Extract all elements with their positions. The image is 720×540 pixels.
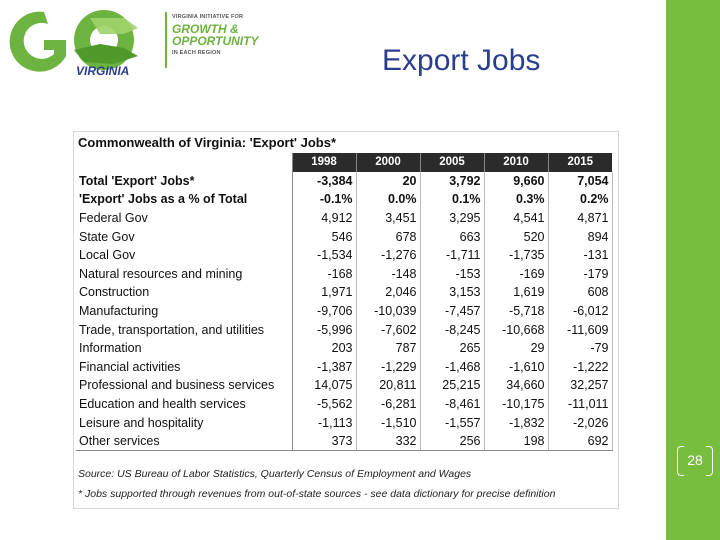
- row-value: -1,113: [292, 413, 356, 432]
- row-label: Leisure and hospitality: [76, 413, 292, 432]
- row-value: 0.1%: [420, 190, 484, 209]
- row-value: -5,718: [484, 302, 548, 321]
- table-title: Commonwealth of Virginia: 'Export' Jobs*: [78, 135, 337, 150]
- row-value: 894: [548, 227, 612, 246]
- logo-tagline-growth: GROWTH &: [172, 22, 239, 36]
- row-label: Trade, transportation, and utilities: [76, 320, 292, 339]
- row-value: -3,384: [292, 172, 356, 191]
- row-value: 373: [292, 432, 356, 451]
- row-value: -2,026: [548, 413, 612, 432]
- page-bracket-left: [677, 446, 684, 476]
- row-value: -1,534: [292, 246, 356, 265]
- row-value: 32,257: [548, 376, 612, 395]
- row-value: 14,075: [292, 376, 356, 395]
- row-value: 4,541: [484, 209, 548, 228]
- row-value: 608: [548, 283, 612, 302]
- row-value: 198: [484, 432, 548, 451]
- row-value: 3,153: [420, 283, 484, 302]
- column-header: 2015: [548, 153, 612, 172]
- table-row: [76, 302, 612, 321]
- row-value: -79: [548, 339, 612, 358]
- table-row: [76, 190, 612, 209]
- table-row: [76, 172, 612, 191]
- row-value: -131: [548, 246, 612, 265]
- footnote: * Jobs supported through revenues from out-of-state sources - see data dictionary for precise definition: [78, 488, 556, 500]
- row-value: 3,792: [420, 172, 484, 191]
- row-value: 546: [292, 227, 356, 246]
- logo-tagline-opportunity: OPPORTUNITY: [172, 34, 259, 48]
- row-value: 3,451: [356, 209, 420, 228]
- page-bracket-right: [706, 446, 713, 476]
- row-value: -10,668: [484, 320, 548, 339]
- row-label: Education and health services: [76, 395, 292, 414]
- row-value: -8,461: [420, 395, 484, 414]
- table-header-row: [76, 153, 612, 172]
- header-blank-cell: [76, 153, 292, 172]
- row-value: 0.0%: [356, 190, 420, 209]
- row-label: State Gov: [76, 227, 292, 246]
- row-value: 265: [420, 339, 484, 358]
- row-value: 29: [484, 339, 548, 358]
- logo-divider: [165, 12, 167, 68]
- row-value: -1,468: [420, 358, 484, 377]
- column-header: 2010: [484, 153, 548, 172]
- row-label: Federal Gov: [76, 209, 292, 228]
- row-value: -1,229: [356, 358, 420, 377]
- table-row: [76, 376, 612, 395]
- row-label: Information: [76, 339, 292, 358]
- row-value: -8,245: [420, 320, 484, 339]
- row-label: Professional and business services: [76, 376, 292, 395]
- row-label: Manufacturing: [76, 302, 292, 321]
- page-number: [675, 446, 715, 476]
- row-label: Other services: [76, 432, 292, 451]
- table-row: [76, 227, 612, 246]
- row-value: -168: [292, 265, 356, 284]
- row-value: 9,660: [484, 172, 548, 191]
- row-value: -1,276: [356, 246, 420, 265]
- row-value: 25,215: [420, 376, 484, 395]
- logo-state-text: VIRGINIA: [76, 64, 130, 78]
- export-jobs-table-image: [73, 131, 619, 509]
- row-value: -1,387: [292, 358, 356, 377]
- table-row: [76, 246, 612, 265]
- table-body: [76, 172, 612, 451]
- row-value: -153: [420, 265, 484, 284]
- row-value: -11,011: [548, 395, 612, 414]
- row-value: -169: [484, 265, 548, 284]
- column-header: 1998: [292, 153, 356, 172]
- row-value: 787: [356, 339, 420, 358]
- row-value: -9,706: [292, 302, 356, 321]
- row-value: -7,457: [420, 302, 484, 321]
- row-value: -10,039: [356, 302, 420, 321]
- row-value: -179: [548, 265, 612, 284]
- row-value: -1,557: [420, 413, 484, 432]
- row-value: 20,811: [356, 376, 420, 395]
- row-label: 'Export' Jobs as a % of Total: [76, 190, 292, 209]
- column-header: 2005: [420, 153, 484, 172]
- row-value: -11,609: [548, 320, 612, 339]
- row-value: -6,012: [548, 302, 612, 321]
- row-value: 256: [420, 432, 484, 451]
- row-value: -10,175: [484, 395, 548, 414]
- row-value: 203: [292, 339, 356, 358]
- row-value: -1,832: [484, 413, 548, 432]
- row-value: 678: [356, 227, 420, 246]
- row-label: Construction: [76, 283, 292, 302]
- table-row: [76, 395, 612, 414]
- row-value: -5,996: [292, 320, 356, 339]
- table-row: [76, 320, 612, 339]
- row-value: 2,046: [356, 283, 420, 302]
- row-value: 0.3%: [484, 190, 548, 209]
- row-value: 692: [548, 432, 612, 451]
- row-value: 7,054: [548, 172, 612, 191]
- row-value: 0.2%: [548, 190, 612, 209]
- row-label: Total 'Export' Jobs*: [76, 172, 292, 191]
- table-row: [76, 209, 612, 228]
- row-value: 4,912: [292, 209, 356, 228]
- row-value: 1,619: [484, 283, 548, 302]
- row-value: 332: [356, 432, 420, 451]
- row-value: 3,295: [420, 209, 484, 228]
- row-value: -148: [356, 265, 420, 284]
- export-jobs-table: [76, 153, 613, 451]
- logo-tagline-bottom: IN EACH REGION: [172, 50, 221, 56]
- row-value: -1,711: [420, 246, 484, 265]
- logo-tagline-top: VIRGINIA INITIATIVE FOR: [172, 14, 244, 20]
- logo-tagline: [172, 14, 262, 56]
- source-note: Source: US Bureau of Labor Statistics, Quarterly Census of Employment and Wages: [78, 468, 472, 480]
- row-value: -7,602: [356, 320, 420, 339]
- table-row: [76, 265, 612, 284]
- row-value: -5,562: [292, 395, 356, 414]
- row-label: Natural resources and mining: [76, 265, 292, 284]
- table-row: [76, 283, 612, 302]
- table-row: [76, 432, 612, 451]
- row-label: Financial activities: [76, 358, 292, 377]
- row-value: -6,281: [356, 395, 420, 414]
- row-value: -1,735: [484, 246, 548, 265]
- column-header: 2000: [356, 153, 420, 172]
- row-value: 520: [484, 227, 548, 246]
- row-value: 4,871: [548, 209, 612, 228]
- row-value: 663: [420, 227, 484, 246]
- table-row: [76, 339, 612, 358]
- table-row: [76, 413, 612, 432]
- page-number-text: 28: [687, 452, 703, 468]
- row-value: 34,660: [484, 376, 548, 395]
- row-value: -1,222: [548, 358, 612, 377]
- slide-title: Export Jobs: [382, 44, 541, 77]
- row-value: -1,510: [356, 413, 420, 432]
- row-value: 1,971: [292, 283, 356, 302]
- row-value: -1,610: [484, 358, 548, 377]
- row-value: -0.1%: [292, 190, 356, 209]
- row-value: 20: [356, 172, 420, 191]
- row-label: Local Gov: [76, 246, 292, 265]
- go-virginia-logo: [4, 4, 259, 80]
- table-row: [76, 358, 612, 377]
